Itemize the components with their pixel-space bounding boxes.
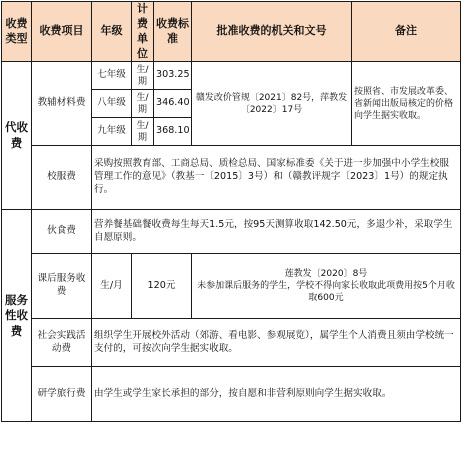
after-school-authority-remark xyxy=(192,254,461,319)
header-authority: 批准收费的机关和文号 xyxy=(192,2,352,62)
social-description: 组织学生开展校外活动（郊游、看电影、参观展览），属学生个人消费且须由学校统一支付的，可按次向学生据实收取。 xyxy=(92,319,461,367)
meal-description: 营养餐基础餐收费每生每天1.5元，按95天测算收取142.50元，多退少补，采取学生自愿原则。 xyxy=(92,210,461,254)
grade-cell: 七年级 xyxy=(92,62,132,90)
category-agency: 代收费 xyxy=(2,62,32,210)
after-school-authority: 莲教发〔2020〕8号 xyxy=(284,269,368,280)
fee-table xyxy=(1,1,461,422)
item-textbook: 教辅材料费 xyxy=(32,62,92,146)
table-row xyxy=(2,367,461,422)
after-school-unit: 生/月 xyxy=(92,254,132,319)
unit-cell: 生/期 xyxy=(132,90,154,118)
item-meal: 伙食费 xyxy=(32,210,92,254)
header-row xyxy=(2,2,461,62)
after-school-remark: 未参加课后服务的学生，学校不得向家长收取此项费用按5个月收取600元 xyxy=(197,281,455,304)
grade-cell: 九年级 xyxy=(92,118,132,146)
header-standard: 收费标准 xyxy=(154,2,192,62)
after-school-standard: 120元 xyxy=(132,254,192,319)
category-service: 服务性收费 xyxy=(2,210,32,422)
header-item: 收费项目 xyxy=(32,2,92,62)
header-unit: 计费单位 xyxy=(132,2,154,62)
grade-cell: 八年级 xyxy=(92,90,132,118)
textbook-remark: 按照省、市发展改革委、省新闻出版局核定的价格向学生据实收取。 xyxy=(352,62,461,146)
textbook-authority: 赣发改价管规〔2021〕82号，萍教发〔2022〕17号 xyxy=(192,62,352,146)
uniform-description: 采购按照教育部、工商总局、质检总局、国家标准委《关于进一步加强中小学生校服管理工作的意见》（教基一〔2015〕3号）和（赣教评规字〔2023〕1号）的规定执行。 xyxy=(92,146,461,210)
study-description: 由学生或学生家长承担的部分，按自愿和非营利原则向学生据实收取。 xyxy=(92,367,461,422)
item-uniform: 校服费 xyxy=(32,146,92,210)
item-after-school: 课后服务收费 xyxy=(32,254,92,319)
table-row xyxy=(2,254,461,319)
table-row xyxy=(2,146,461,210)
table-row xyxy=(2,62,461,90)
item-social: 社会实践活动费 xyxy=(32,319,92,367)
unit-cell: 生/期 xyxy=(132,118,154,146)
header-type: 收费类型 xyxy=(2,2,32,62)
header-grade: 年级 xyxy=(92,2,132,62)
header-remark: 备注 xyxy=(352,2,461,62)
standard-cell: 303.25 xyxy=(154,62,192,90)
standard-cell: 368.10 xyxy=(154,118,192,146)
table-row xyxy=(2,319,461,367)
unit-cell: 生/期 xyxy=(132,62,154,90)
table-row xyxy=(2,210,461,254)
standard-cell: 346.40 xyxy=(154,90,192,118)
item-study: 研学旅行费 xyxy=(32,367,92,422)
